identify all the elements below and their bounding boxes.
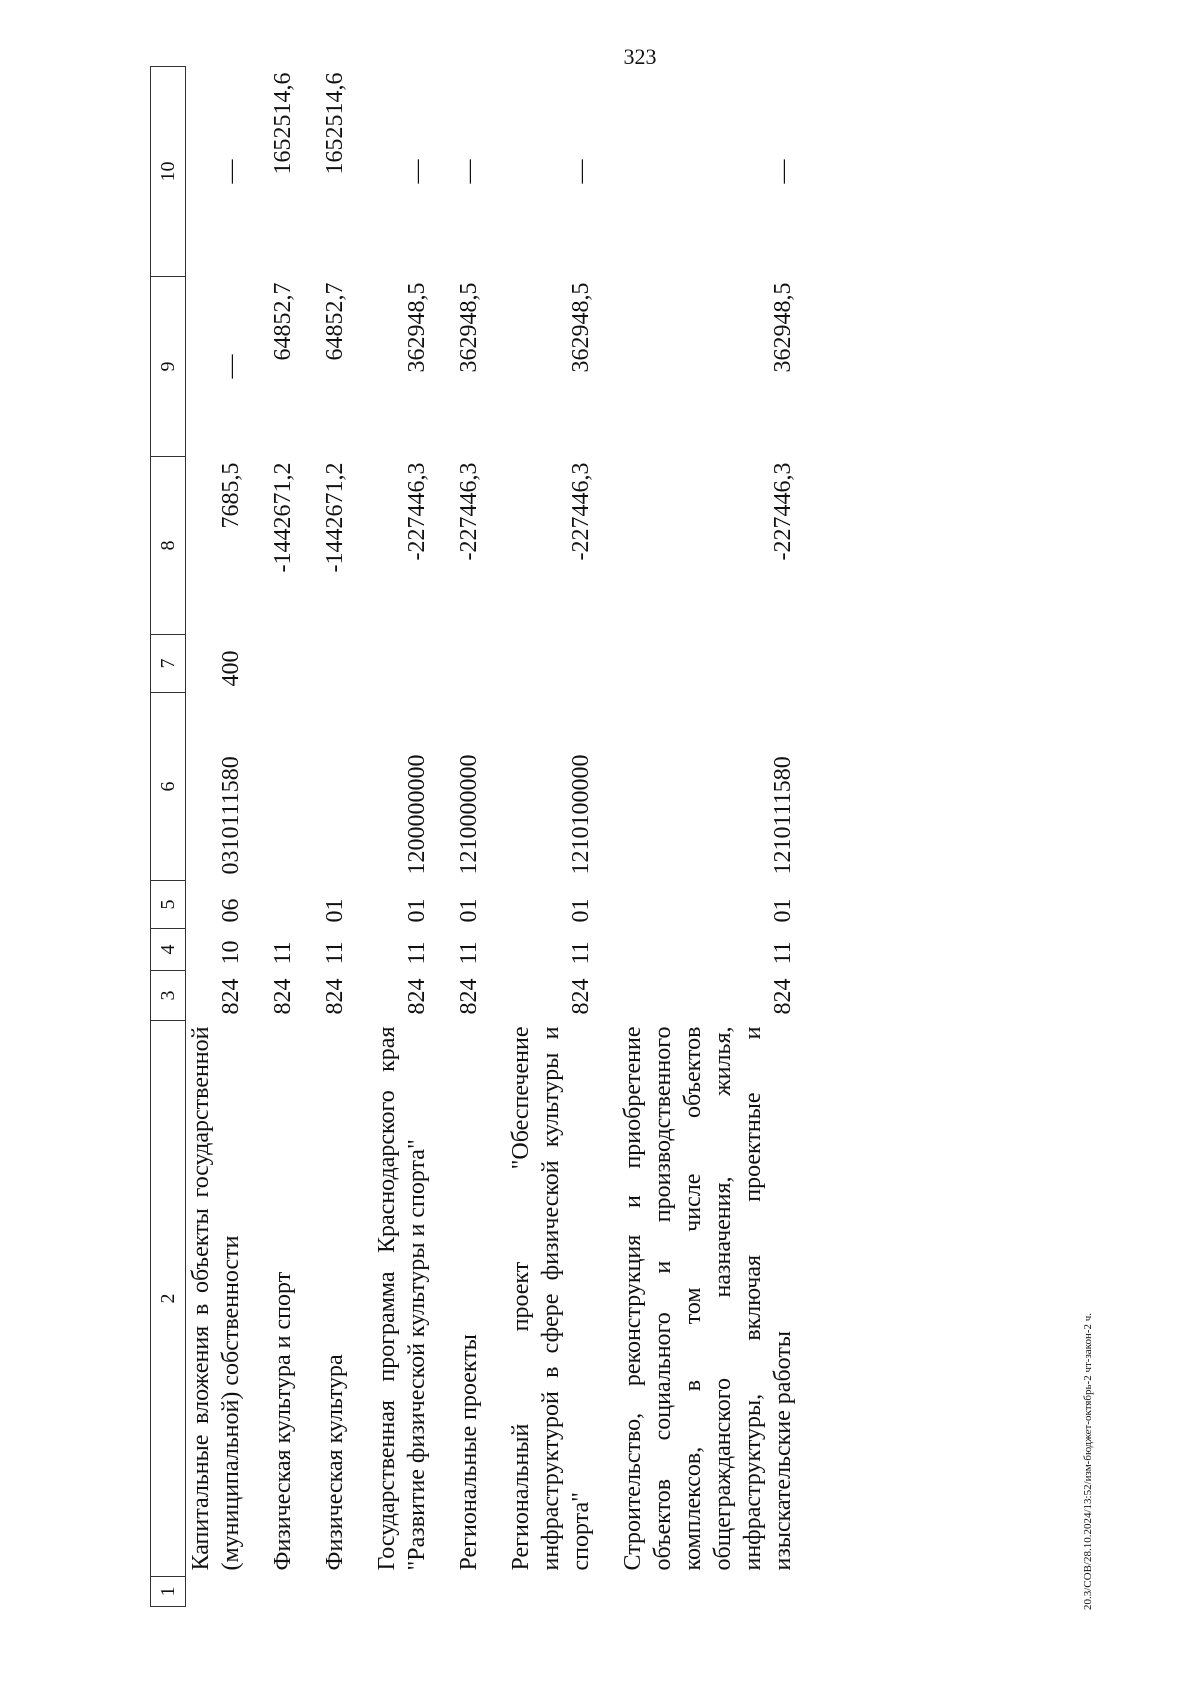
row-name: Физическая культура bbox=[322, 1354, 348, 1571]
cell-target-article bbox=[320, 693, 350, 881]
column-number: 4 bbox=[151, 929, 186, 971]
cell-amount-9: 362948,5 bbox=[456, 282, 482, 373]
cell-expense-type: 400 bbox=[218, 650, 244, 687]
row-name: Капитальные вложения в объекты государственной (муниципальной) собственности bbox=[188, 1026, 244, 1571]
table-row bbox=[506, 67, 596, 1607]
table-row bbox=[320, 67, 350, 1607]
row-name: Региональный проект "Обеспечение инфраструктурой в сфере физической культуры и спорта" bbox=[508, 1026, 594, 1571]
column-number: 5 bbox=[151, 881, 186, 929]
cell-expense-type bbox=[268, 635, 298, 693]
cell-subsection: 01 bbox=[568, 898, 594, 923]
column-number: 2 bbox=[151, 1021, 186, 1577]
cell-target-article: 1210000000 bbox=[456, 754, 482, 875]
cell-expense-type bbox=[372, 635, 432, 693]
row-name: Государственная программа Краснодарского края "Развитие физической культуры и спорта" bbox=[374, 1026, 430, 1571]
cell-ministry: 824 bbox=[770, 978, 796, 1015]
cell-amount-9: 64852,7 bbox=[270, 282, 296, 361]
cell-amount-9: 362948,5 bbox=[404, 282, 430, 373]
table-row bbox=[618, 67, 798, 1607]
cell-ministry: 824 bbox=[568, 978, 594, 1015]
budget-table bbox=[150, 66, 798, 1607]
row-name: Строительство, реконструкция и приобретение объектов социального и производственного комплексов, в том числе объектов общегражданского назначения, жилья, инфраструктуры, включая проектные и изыскательские работы bbox=[620, 1026, 796, 1571]
cell-target-article bbox=[268, 693, 298, 881]
cell-amount-8: -1442671,2 bbox=[322, 462, 348, 573]
table-row bbox=[186, 67, 247, 1607]
cell-ministry: 824 bbox=[404, 978, 430, 1015]
cell-amount-8: 7685,5 bbox=[218, 462, 244, 529]
table-row bbox=[268, 67, 298, 1607]
cell-section: 11 bbox=[404, 941, 430, 965]
cell-expense-type bbox=[454, 635, 484, 693]
cell-target-article: 1200000000 bbox=[404, 754, 430, 875]
cell-target-article: 0310111580 bbox=[218, 756, 244, 875]
cell-target-article: 1210100000 bbox=[568, 754, 594, 875]
cell-section: 10 bbox=[218, 940, 244, 965]
table-row bbox=[454, 67, 484, 1607]
column-number: 9 bbox=[151, 277, 186, 457]
cell-expense-type bbox=[618, 635, 798, 693]
cell-section: 11 bbox=[568, 941, 594, 965]
column-number: 7 bbox=[151, 635, 186, 693]
cell-amount-9: 362948,5 bbox=[770, 282, 796, 373]
cell-amount-8: -227446,3 bbox=[456, 462, 482, 561]
cell-amount-8: -227446,3 bbox=[404, 462, 430, 561]
page-number: 323 bbox=[623, 44, 657, 69]
cell-section: 11 bbox=[456, 941, 482, 965]
cell-target-article: 1210111580 bbox=[770, 756, 796, 875]
cell-amount-10: 1652514,6 bbox=[270, 72, 296, 175]
cell-amount-10: — bbox=[568, 159, 594, 184]
cell-ministry: 824 bbox=[270, 978, 296, 1015]
cell-ministry: 824 bbox=[322, 978, 348, 1015]
cell-section: 11 bbox=[270, 941, 296, 965]
cell-section: 11 bbox=[770, 941, 796, 965]
column-number: 8 bbox=[151, 457, 186, 635]
cell-subsection: 01 bbox=[322, 898, 348, 923]
column-number: 6 bbox=[151, 693, 186, 881]
cell-amount-10: — bbox=[218, 159, 244, 184]
cell-amount-10: 1652514,6 bbox=[322, 72, 348, 175]
cell-amount-10: — bbox=[770, 159, 796, 184]
cell-amount-9: 362948,5 bbox=[568, 282, 594, 373]
cell-amount-10: — bbox=[456, 159, 482, 184]
cell-expense-type bbox=[506, 635, 596, 693]
column-number-row bbox=[151, 67, 186, 1607]
cell-amount-8: -227446,3 bbox=[770, 462, 796, 561]
document-footer-note: 20.3/СОВ/28.10.2024/13:52/изм-бюджет-октябрь-2 чт-закон-2 ч. bbox=[1082, 1312, 1094, 1610]
row-name: Физическая культура и спорт bbox=[270, 1271, 296, 1571]
table-row bbox=[372, 67, 432, 1607]
cell-section: 11 bbox=[322, 941, 348, 965]
column-number: 3 bbox=[151, 971, 186, 1021]
cell-amount-8: -1442671,2 bbox=[270, 462, 296, 573]
column-number: 1 bbox=[151, 1577, 186, 1607]
cell-ministry: 824 bbox=[456, 978, 482, 1015]
cell-subsection: 01 bbox=[456, 898, 482, 923]
cell-amount-8: -227446,3 bbox=[568, 462, 594, 561]
rotated-table-container bbox=[150, 67, 970, 1607]
column-number: 10 bbox=[151, 67, 186, 277]
cell-ministry: 824 bbox=[218, 978, 244, 1015]
cell-amount-9: — bbox=[218, 354, 244, 379]
cell-amount-9: 64852,7 bbox=[322, 282, 348, 361]
cell-subsection: 01 bbox=[404, 898, 430, 923]
cell-expense-type bbox=[320, 635, 350, 693]
cell-subsection: 06 bbox=[218, 898, 244, 923]
row-name: Региональные проекты bbox=[456, 1334, 482, 1571]
cell-subsection: 01 bbox=[770, 898, 796, 923]
cell-subsection bbox=[268, 881, 298, 929]
cell-amount-10: — bbox=[404, 159, 430, 184]
